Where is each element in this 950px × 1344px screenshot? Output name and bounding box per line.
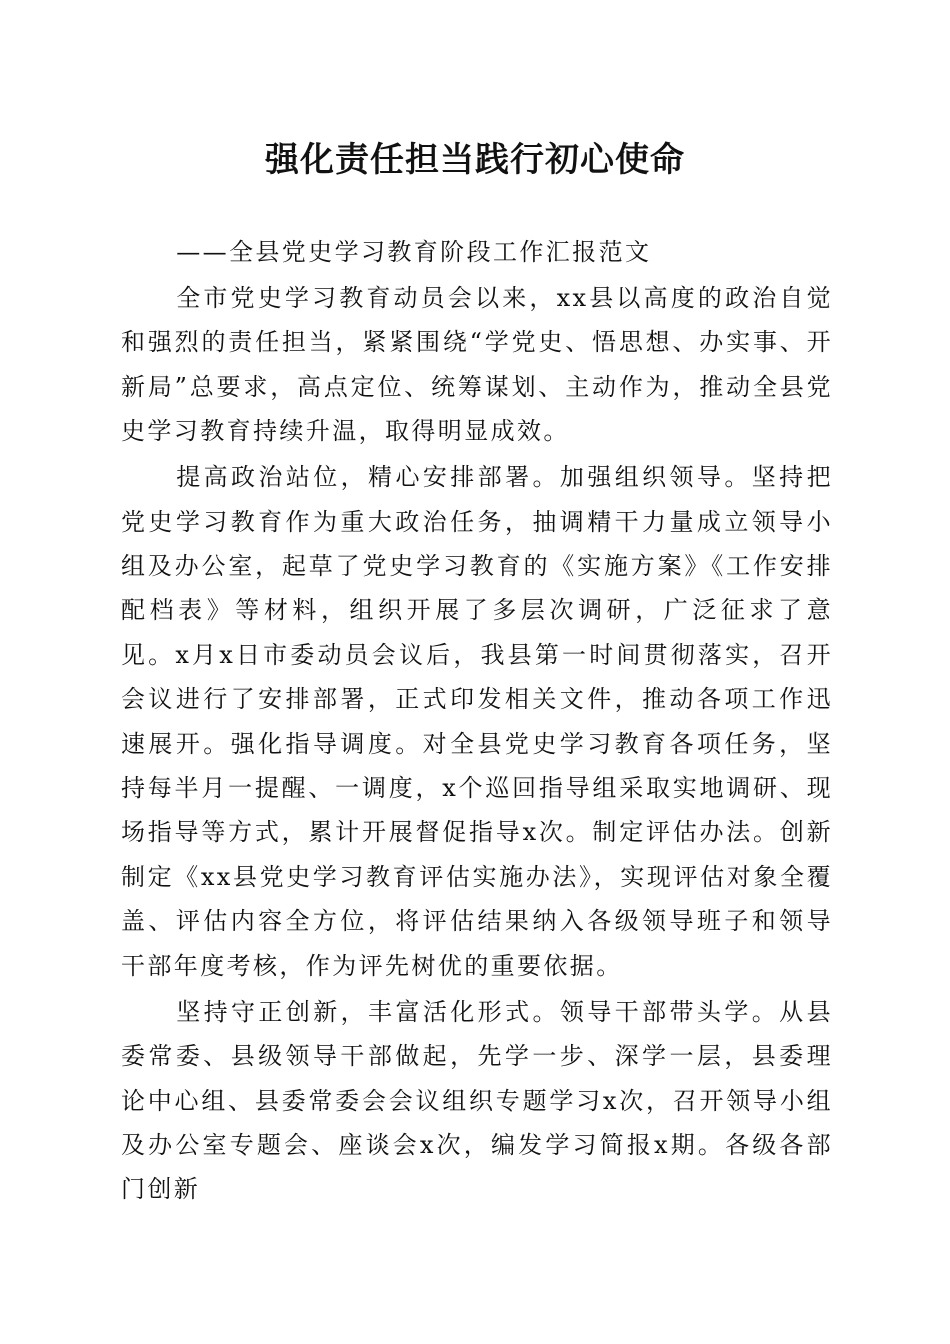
paragraph-innovation: 坚持守正创新，丰富活化形式。领导干部带头学。从县委常委、县级领导干部做起，先学一步、深学一层，县委理论中心组、县委常委会会议组织专题学习x次，召开领导小组及办公室专题会、座谈会x次，编发学习简报x期。各级各部门创新 xyxy=(121,997,833,1204)
paragraph-intro: 全市党史学习教育动员会以来，xx县以高度的政治自觉和强烈的责任担当，紧紧围绕“学党史、悟思想、办实事、开新局”总要求，高点定位、统筹谋划、主动作为，推动全县党史学习教育持续升温，取得明显成效。 xyxy=(121,284,833,446)
document-body xyxy=(121,230,833,1212)
document-subtitle: ——全县党史学习教育阶段工作汇报范文 xyxy=(176,238,652,266)
paragraph-political-stance: 提高政治站位，精心安排部署。加强组织领导。坚持把党史学习教育作为重大政治任务，抽调精干力量成立领导小组及办公室，起草了党史学习教育的《实施方案》《工作安排配档表》等材料，组织开展了多层次调研，广泛征求了意见。x月x日市委动员会议后，我县第一时间贯彻落实，召开会议进行了安排部署，正式印发相关文件，推动各项工作迅速展开。强化指导调度。对全县党史学习教育各项任务，坚持每半月一提醒、一调度，x个巡回指导组采取实地调研、现场指导等方式，累计开展督促指导x次。制定评估办法。创新制定《xx县党史学习教育评估实施办法》，实现评估对象全覆盖、评估内容全方位，将评估结果纳入各级领导班子和领导干部年度考核，作为评先树优的重要依据。 xyxy=(121,463,833,980)
document-title: 强化责任担当践行初心使命 xyxy=(265,140,685,180)
